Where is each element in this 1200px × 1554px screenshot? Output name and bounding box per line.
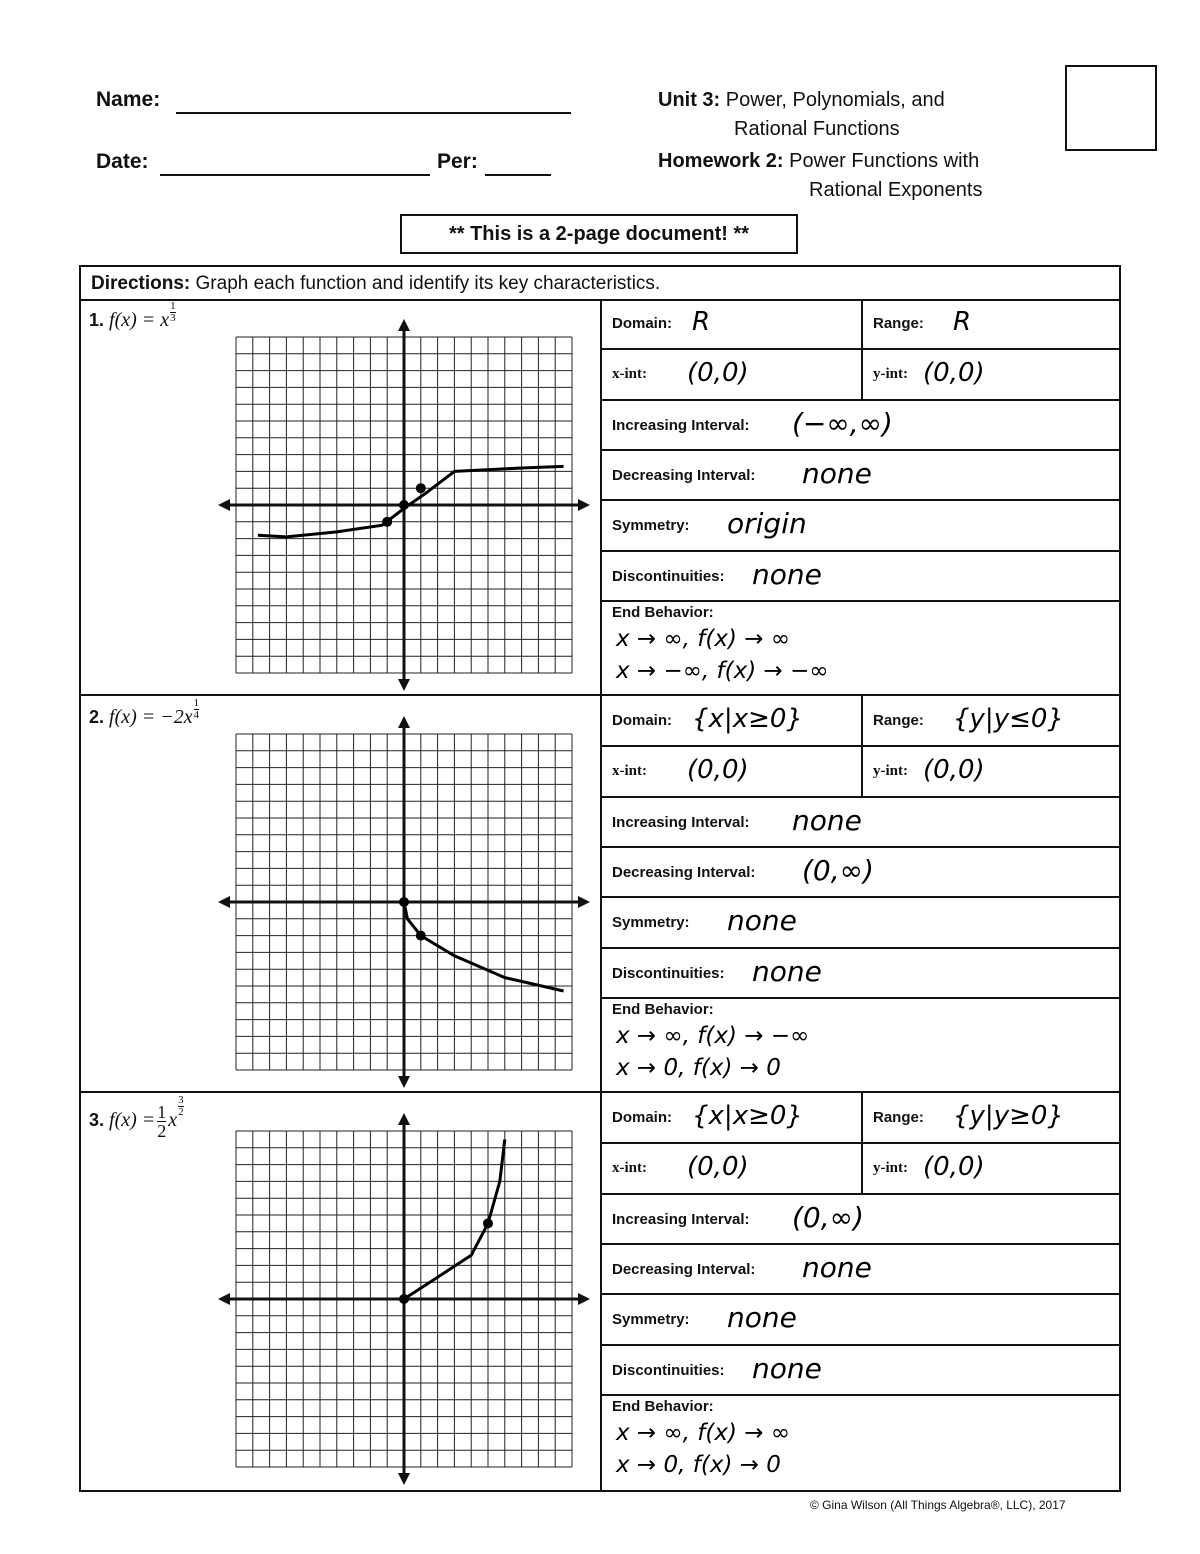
increasing-cell[interactable] xyxy=(602,798,1121,848)
plotted-point xyxy=(416,931,426,941)
increasing-label: Increasing Interval: xyxy=(612,417,750,434)
domain-answer: {x|x≥0} xyxy=(692,1101,803,1131)
two-page-banner: ** This is a 2-page document! ** xyxy=(400,214,798,254)
coordinate-grid[interactable] xyxy=(211,714,611,1094)
problem-3 xyxy=(79,1093,1121,1490)
decreasing-answer: (0,∞) xyxy=(802,854,874,887)
problem-2 xyxy=(79,696,1121,1093)
domain-answer: {x|x≥0} xyxy=(692,704,803,734)
xint-label: x-int: xyxy=(612,366,647,382)
discontinuities-cell[interactable] xyxy=(602,552,1121,602)
symmetry-cell[interactable] xyxy=(602,501,1121,552)
yint-label: y-int: xyxy=(873,366,908,382)
decreasing-label: Decreasing Interval: xyxy=(612,1261,756,1278)
symmetry-answer: none xyxy=(727,904,797,937)
plotted-point xyxy=(399,897,409,907)
directions-text: Graph each function and identify its key characteristics. xyxy=(195,273,661,294)
plotted-point xyxy=(382,517,392,527)
discontinuities-cell[interactable] xyxy=(602,949,1121,999)
axis-arrowhead xyxy=(578,896,590,908)
yint-answer: (0,0) xyxy=(923,358,985,388)
function-expression: f(x) = −2x xyxy=(109,706,193,728)
function-label xyxy=(89,300,176,332)
end-behavior-answer: x → ∞, f(x) → −∞ xyxy=(616,1023,810,1049)
xint-answer: (0,0) xyxy=(687,1152,749,1182)
exponent-numerator: 1 xyxy=(170,300,176,312)
increasing-label: Increasing Interval: xyxy=(612,1211,750,1228)
symmetry-label: Symmetry: xyxy=(612,517,690,534)
end-behavior-cell[interactable] xyxy=(602,602,1121,696)
xint-cell[interactable] xyxy=(602,350,861,401)
unit-title-line1: Power, Polynomials, and xyxy=(725,89,945,111)
date-field[interactable] xyxy=(160,154,430,176)
decreasing-cell[interactable] xyxy=(602,451,1121,501)
discontinuities-label: Discontinuities: xyxy=(612,965,725,982)
decreasing-cell[interactable] xyxy=(602,1245,1121,1295)
unit-heading xyxy=(658,86,945,115)
end-behavior-answer: x → 0, f(x) → 0 xyxy=(616,1452,781,1478)
axis-arrowhead xyxy=(578,499,590,511)
directions-label: Directions: xyxy=(91,273,191,294)
xint-answer: (0,0) xyxy=(687,358,749,388)
exponent-numerator: 3 xyxy=(178,1094,184,1106)
discontinuities-cell[interactable] xyxy=(602,1346,1121,1396)
variable-x: x xyxy=(168,1109,178,1132)
increasing-answer: (0,∞) xyxy=(792,1201,864,1234)
yint-cell[interactable] xyxy=(861,350,1121,401)
symmetry-answer: origin xyxy=(727,507,807,540)
range-answer: {y|y≤0} xyxy=(953,704,1064,734)
name-label: Name: xyxy=(96,88,161,111)
homework-title-line1: Power Functions with xyxy=(789,150,980,172)
problem-number: 1. xyxy=(89,310,105,330)
range-cell[interactable] xyxy=(861,1093,1121,1144)
exponent-denominator: 3 xyxy=(170,312,176,324)
discontinuities-answer: none xyxy=(752,1352,822,1385)
discontinuities-label: Discontinuities: xyxy=(612,1362,725,1379)
domain-label: Domain: xyxy=(612,315,672,332)
symmetry-answer: none xyxy=(727,1301,797,1334)
domain-label: Domain: xyxy=(612,1109,672,1126)
plotted-point xyxy=(416,483,426,493)
function-label xyxy=(89,1094,184,1141)
increasing-answer: none xyxy=(792,804,862,837)
axis-arrowhead xyxy=(398,716,410,728)
range-answer: R xyxy=(953,307,972,337)
date-label: Date: xyxy=(96,150,149,173)
axis-arrowhead xyxy=(398,1473,410,1485)
axis-arrowhead xyxy=(398,1113,410,1125)
symmetry-label: Symmetry: xyxy=(612,1311,690,1328)
end-behavior-answer: x → 0, f(x) → 0 xyxy=(616,1055,781,1081)
score-box xyxy=(1065,65,1157,151)
function-expression: f(x) = x xyxy=(109,309,170,331)
xint-label: x-int: xyxy=(612,1160,647,1176)
exponent-fraction xyxy=(170,301,176,324)
range-answer: {y|y≥0} xyxy=(953,1101,1064,1131)
exponent-denominator: 4 xyxy=(193,709,200,721)
problem-number: 2. xyxy=(89,707,105,727)
period-label: Per: xyxy=(437,150,478,173)
axis-arrowhead xyxy=(398,679,410,691)
decreasing-cell[interactable] xyxy=(602,848,1121,898)
function-expression: f(x) = xyxy=(109,1109,156,1132)
period-field[interactable] xyxy=(485,154,551,176)
decreasing-label: Decreasing Interval: xyxy=(612,864,756,881)
discontinuities-label: Discontinuities: xyxy=(612,568,725,585)
decreasing-answer: none xyxy=(802,1251,872,1284)
axis-arrowhead xyxy=(218,1293,230,1305)
decreasing-answer: none xyxy=(802,457,872,490)
end-behavior-label: End Behavior: xyxy=(612,1398,714,1415)
xint-answer: (0,0) xyxy=(687,755,749,785)
coefficient-numerator: 1 xyxy=(157,1102,167,1122)
range-cell[interactable] xyxy=(861,696,1121,747)
end-behavior-answer: x → −∞, f(x) → −∞ xyxy=(616,658,829,684)
domain-cell[interactable] xyxy=(602,299,861,350)
domain-cell[interactable] xyxy=(602,696,861,747)
exponent-numerator: 1 xyxy=(193,697,200,709)
xint-label: x-int: xyxy=(612,763,647,779)
yint-cell[interactable] xyxy=(861,747,1121,798)
discontinuities-answer: none xyxy=(752,955,822,988)
plotted-point xyxy=(483,1218,493,1228)
end-behavior-answer: x → ∞, f(x) → ∞ xyxy=(616,626,790,652)
exponent-fraction xyxy=(194,698,200,721)
homework-title-line2: Rational Exponents xyxy=(809,179,983,201)
symmetry-cell[interactable] xyxy=(602,1295,1121,1346)
symmetry-cell[interactable] xyxy=(602,898,1121,949)
axis-arrowhead xyxy=(398,1076,410,1088)
domain-answer: R xyxy=(692,307,711,337)
axis-arrowhead xyxy=(398,319,410,331)
end-behavior-label: End Behavior: xyxy=(612,1001,714,1018)
discontinuities-answer: none xyxy=(752,558,822,591)
increasing-label: Increasing Interval: xyxy=(612,814,750,831)
unit-title-line2: Rational Functions xyxy=(734,118,900,140)
symmetry-label: Symmetry: xyxy=(612,914,690,931)
coefficient-denominator: 2 xyxy=(157,1121,167,1141)
plotted-point xyxy=(399,500,409,510)
coordinate-grid[interactable] xyxy=(211,317,611,697)
graph-curve xyxy=(404,902,564,991)
coordinate-grid[interactable] xyxy=(211,1111,611,1491)
axis-arrowhead xyxy=(218,499,230,511)
range-label: Range: xyxy=(873,1109,924,1126)
domain-cell[interactable] xyxy=(602,1093,861,1144)
range-label: Range: xyxy=(873,712,924,729)
end-behavior-answer: x → ∞, f(x) → ∞ xyxy=(616,1420,790,1446)
yint-answer: (0,0) xyxy=(923,755,985,785)
homework-label: Homework 2: xyxy=(658,150,784,172)
unit-label: Unit 3: xyxy=(658,89,721,111)
axis-arrowhead xyxy=(578,1293,590,1305)
decreasing-label: Decreasing Interval: xyxy=(612,467,756,484)
function-label xyxy=(89,697,200,729)
directions-row xyxy=(81,267,1119,301)
increasing-cell[interactable] xyxy=(602,1195,1121,1245)
coefficient-fraction xyxy=(157,1103,166,1140)
end-behavior-cell[interactable] xyxy=(602,1396,1121,1490)
increasing-answer: (−∞,∞) xyxy=(792,407,893,440)
xint-cell[interactable] xyxy=(602,1144,861,1195)
range-cell[interactable] xyxy=(861,299,1121,350)
plotted-point xyxy=(399,1294,409,1304)
yint-label: y-int: xyxy=(873,1160,908,1176)
end-behavior-label: End Behavior: xyxy=(612,604,714,621)
end-behavior-cell[interactable] xyxy=(602,999,1121,1093)
increasing-cell[interactable] xyxy=(602,401,1121,451)
yint-cell[interactable] xyxy=(861,1144,1121,1195)
homework-heading xyxy=(658,147,979,176)
range-label: Range: xyxy=(873,315,924,332)
problem-number: 3. xyxy=(89,1110,105,1131)
axis-arrowhead xyxy=(218,896,230,908)
yint-answer: (0,0) xyxy=(923,1152,985,1182)
copyright-footer: © Gina Wilson (All Things Algebra®, LLC), 2017 xyxy=(810,1498,1066,1512)
exponent-fraction xyxy=(178,1095,184,1118)
name-field[interactable] xyxy=(176,92,571,114)
xint-cell[interactable] xyxy=(602,747,861,798)
problem-1 xyxy=(79,299,1121,696)
exponent-denominator: 2 xyxy=(178,1106,184,1118)
yint-label: y-int: xyxy=(873,763,908,779)
domain-label: Domain: xyxy=(612,712,672,729)
